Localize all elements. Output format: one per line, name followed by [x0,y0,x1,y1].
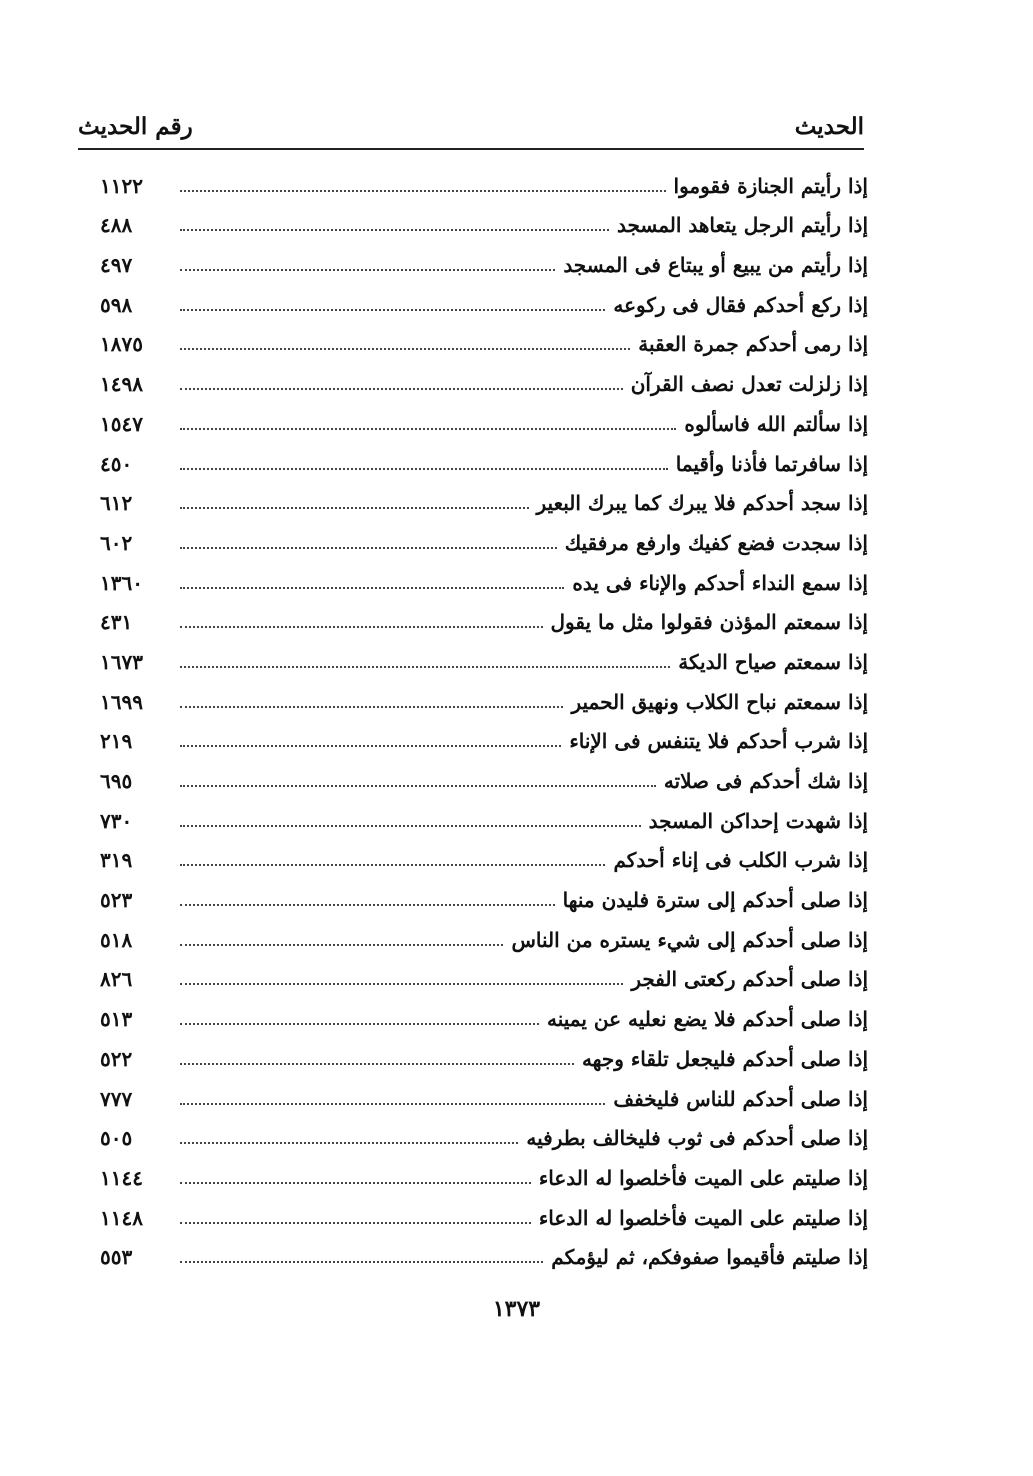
entry-number: ١٤٩٨ [100,372,143,397]
entry-number: ٥٢٢ [100,1046,133,1071]
entry-number: ٥٢٣ [100,888,133,913]
entry-number: ٥٥٣ [100,1245,133,1270]
entry-number: ١٥٤٧ [100,411,143,436]
entry-title: إذا صلى أحدكم إلى سترة فليدن منها [562,888,868,913]
dot-leader [180,1063,574,1065]
entry-number: ٦٩٥ [100,769,133,793]
index-entry [100,319,868,359]
dot-leader [180,229,609,231]
hadith-column-label: الحديث [794,113,864,140]
entry-number: ١٦٧٣ [100,649,143,674]
entry-number: ٤٩٧ [100,253,133,278]
entry-number: ٨٢٦ [100,967,133,992]
entry-number: ٦١٢ [100,491,133,516]
index-entry [100,795,868,835]
index-entry [100,438,868,478]
dot-leader [180,269,555,271]
entry-title: إذا شرب الكلب فى إناء أحدكم [613,848,868,873]
entry-number: ١٨٧٥ [100,332,143,357]
dot-leader [180,745,561,747]
entry-title: إذا سمعتم صياح الديكة [678,649,868,674]
entry-title: إذا صلى أحدكم فليجعل تلقاء وجهه [581,1046,868,1071]
entry-title: إذا سافرتما فأذنا وأقيما [675,451,868,476]
entry-number: ١٦٩٩ [100,689,143,714]
hadith-index-list [100,160,868,1271]
index-entry [100,597,868,637]
dot-leader [180,1261,543,1263]
entry-number: ٤٥٠ [100,451,133,476]
entry-title: إذا رأيتم الجنازة فقوموا [673,173,868,198]
entry-number: ٣١٩ [100,848,133,873]
entry-title: إذا صليتم فأقيموا صفوفكم، ثم ليؤمكم [551,1245,868,1270]
index-entry [100,676,868,716]
entry-number: ٦٠٢ [100,530,133,555]
entry-title: إذا سمع النداء أحدكم والإناء فى يده [572,570,868,595]
index-entry [100,358,868,398]
index-entry [100,200,868,240]
index-entry [100,1113,868,1153]
index-entry [100,835,868,875]
dot-leader [180,1103,605,1105]
dot-leader [180,190,666,192]
entry-number: ١٣٦٠ [100,570,143,595]
dot-leader [180,587,564,589]
entry-number: ١١٢٢ [100,173,143,198]
dot-leader [180,309,605,311]
entry-title: إذا زلزلت تعدل نصف القرآن [630,372,868,397]
dot-leader [180,388,623,390]
dot-leader [180,1142,518,1144]
dot-leader [180,507,529,509]
index-entry [100,160,868,200]
index-entry [100,1152,868,1192]
dot-leader [180,904,555,906]
entry-title: إذا صليتم على الميت فأخلصوا له الدعاء [538,1165,868,1190]
dot-leader [180,428,676,430]
index-entry [100,874,868,914]
entry-number: ٤٣١ [100,610,133,635]
index-entry [100,1033,868,1073]
entry-title: إذا شك أحدكم فى صلاته [663,769,868,793]
entry-title: إذا شرب أحدكم فلا يتنفس فى الإناء [569,729,868,754]
index-entry [100,716,868,756]
index-entry [100,1232,868,1272]
dot-leader [180,825,641,827]
index-entry [100,517,868,557]
entry-number: ٥١٣ [100,1007,133,1032]
dot-leader [180,1023,539,1025]
entry-number: ٧٧٧ [100,1086,133,1111]
index-entry [100,239,868,279]
dot-leader [180,666,670,668]
entry-title: إذا صلى أحدكم فلا يضع نعليه عن يمينه [546,1007,868,1032]
entry-number: ٥٠٥ [100,1126,133,1151]
dot-leader [180,944,503,946]
index-entry [100,914,868,954]
dot-leader [180,348,630,350]
entry-number: ٧٣٠ [100,808,133,833]
entry-title: إذا صليتم على الميت فأخلصوا له الدعاء [538,1205,868,1230]
entry-title: إذا سمعتم المؤذن فقولوا مثل ما يقول [550,610,868,635]
index-entry [100,954,868,994]
dot-leader [180,864,605,866]
entry-title: إذا سجدت فضع كفيك وارفع مرفقيك [564,530,868,555]
index-entry [100,398,868,438]
entry-title: إذا شهدت إحداكن المسجد [648,808,868,833]
dot-leader [180,468,668,470]
entry-title: إذا صلى أحدكم ركعتى الفجر [631,967,868,992]
entry-title: إذا ركع أحدكم فقال فى ركوعه [613,292,868,317]
dot-leader [180,547,557,549]
index-entry [100,1073,868,1113]
index-entry [100,636,868,676]
entry-title: إذا صلى أحدكم فى ثوب فليخالف بطرفيه [526,1126,868,1151]
page-number: ١٣٧٣ [492,1296,541,1322]
dot-leader [180,785,656,787]
index-entry [100,279,868,319]
index-entry [100,478,868,518]
entry-number: ٥١٨ [100,927,133,952]
entry-number: ١١٤٤ [100,1165,143,1190]
entry-number: ١١٤٨ [100,1205,143,1230]
entry-title: إذا سألتم الله فاسألوه [684,411,868,436]
entry-title: إذا سجد أحدكم فلا يبرك كما يبرك البعير [536,491,868,516]
dot-leader [180,983,623,985]
index-entry [100,993,868,1033]
dot-leader [180,1182,531,1184]
number-column-label: رقم الحديث [78,113,193,140]
entry-title: إذا رأيتم من يبيع أو يبتاع فى المسجد [563,253,868,278]
entry-title: إذا سمعتم نباح الكلاب ونهيق الحمير [571,689,868,714]
dot-leader [180,626,543,628]
page-header [78,96,864,138]
index-entry [100,755,868,795]
entry-number: ٤٨٨ [100,213,133,238]
entry-title: إذا رمى أحدكم جمرة العقبة [638,332,868,357]
entry-title: إذا رأيتم الرجل يتعاهد المسجد [616,213,868,238]
entry-title: إذا صلى أحدكم للناس فليخفف [613,1086,868,1111]
dot-leader [180,1222,531,1224]
header-rule [78,148,864,150]
index-entry [100,1192,868,1232]
entry-number: ٢١٩ [100,729,133,754]
index-entry [100,557,868,597]
entry-title: إذا صلى أحدكم إلى شيء يستره من الناس [511,927,868,952]
dot-leader [180,706,563,708]
entry-number: ٥٩٨ [100,292,133,317]
